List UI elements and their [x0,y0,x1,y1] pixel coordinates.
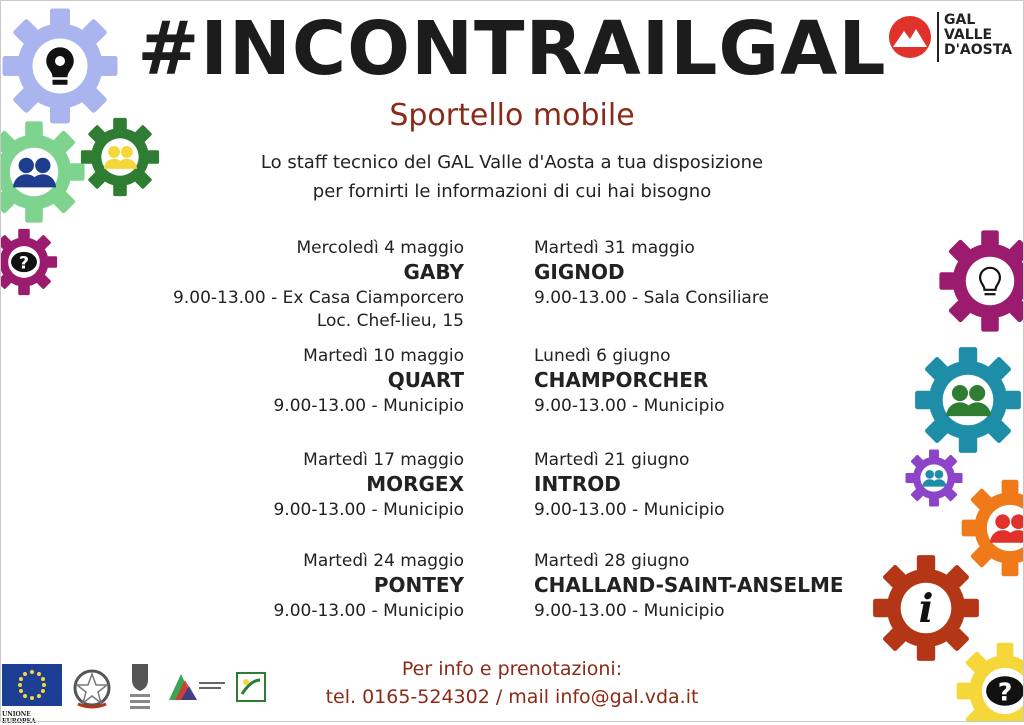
people-gear-icon [81,118,159,196]
intro-line-2: per fornirti le informazioni di cui hai bisogno [312,181,712,202]
info-gear-icon [873,555,979,661]
gal-logo [887,12,1017,62]
schedule-place: CHAMPORCHER [534,368,709,392]
gal-logo-line-2: VALLE [944,27,993,43]
schedule-date: Mercoledì 4 maggio [296,238,464,258]
eu-flag-logo [2,664,62,725]
schedule-detail: 9.00-13.00 - Municipio [273,601,464,621]
schedule-address: Loc. Chef-lieu, 15 [316,311,464,331]
left-gears-decoration [0,0,180,300]
schedule-date: Martedì 21 giugno [534,450,690,470]
italian-republic-emblem-icon [72,666,112,710]
schedule-detail: 9.00-13.00 - Municipio [534,601,725,621]
schedule-entry [534,450,725,522]
schedule-detail: 9.00-13.00 - Municipio [273,396,464,416]
schedule-entry [534,346,725,418]
schedule-date: Martedì 31 maggio [534,238,695,258]
schedule-entry [534,551,844,623]
help-gear-icon [0,229,57,295]
lightbulb-outline-gear-icon [939,230,1024,331]
schedule-place: PONTEY [373,573,464,597]
schedule-entry [273,346,464,418]
schedule-place: GIGNOD [534,260,625,284]
eu-flag-icon [2,664,62,706]
svg-text:?: ? [18,253,30,274]
schedule-place: INTROD [534,472,621,496]
schedule-entry [273,450,464,522]
svg-text:?: ? [997,677,1013,707]
info-label: Per info e prenotazioni: [401,658,623,680]
schedule-date: Martedì 28 giugno [534,551,690,571]
leader-logo-icon [236,672,266,702]
people-gear-icon [0,121,85,222]
schedule-entry [173,238,464,333]
people-gear-icon [905,449,962,506]
help-gear-icon [957,643,1024,722]
schedule-date: Martedì 10 maggio [303,346,464,366]
info-contacts: tel. 0165-524302 / mail info@gal.vda.it [325,686,699,708]
schedule-detail: 9.00-13.00 - Municipio [534,396,725,416]
intro-line-1: Lo staff tecnico del GAL Valle d'Aosta a tua disposizione [260,152,764,173]
people-gear-icon [962,480,1024,577]
schedule-detail: 9.00-13.00 - Municipio [273,500,464,520]
people-gear-icon [915,347,1021,453]
schedule-detail: 9.00-13.00 - Sala Consiliare [534,288,769,308]
regione-valle-daosta-logo-icon [128,662,152,710]
schedule-date: Martedì 24 maggio [303,551,464,571]
schedule-detail: 9.00-13.00 - Municipio [534,500,725,520]
schedule-date: Lunedì 6 giugno [534,346,671,366]
schedule-entry [273,551,464,623]
right-gears-decoration [860,215,1024,722]
gal-logo-text [944,13,1012,58]
schedule-place: QUART [387,368,464,392]
page-title: #INCONTRAILGAL [137,6,887,92]
lightbulb-gear-icon [3,9,118,124]
page-subtitle: Sportello mobile [389,98,635,133]
gal-mountain-icon [887,14,933,60]
gal-logo-line-3: D'AOSTA [944,42,1013,58]
schedule-detail: 9.00-13.00 - Ex Casa Ciamporcero [173,288,464,308]
schedule-place: GABY [403,260,464,284]
svg-text:i: i [918,585,934,632]
psr-program-logo-icon [167,670,227,704]
gal-logo-line-1: GAL [944,12,976,28]
schedule-place: CHALLAND-SAINT-ANSELME [534,573,844,597]
schedule-date: Martedì 17 maggio [303,450,464,470]
schedule-place: MORGEX [366,472,464,496]
eu-label: UNIONE EUROPEA [2,711,36,725]
schedule-entry [534,238,769,310]
